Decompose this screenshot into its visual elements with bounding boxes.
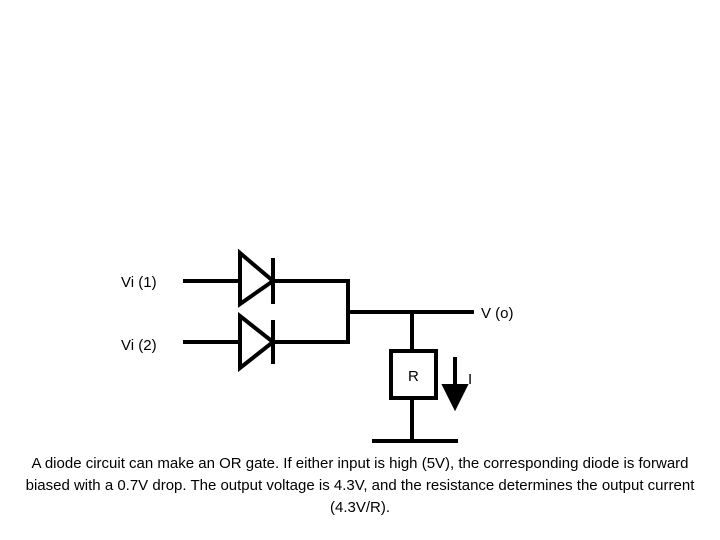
diode1-triangle [240,253,273,304]
input2-label: Vi (2) [121,337,157,354]
current-arrow-head [443,385,467,409]
current-label: I [468,371,473,388]
resistor-label: R [408,368,419,385]
output-label: V (o) [481,305,514,322]
diagram-caption: A diode circuit can make an OR gate. If either input is high (5V), the corresponding diode is forward biased with a 0.7V drop. The output voltage is 4.3V, and the resistance determines the output current (4.3V/R). [25,455,695,516]
input1-label: Vi (1) [121,274,157,291]
diode2-triangle [240,316,273,368]
